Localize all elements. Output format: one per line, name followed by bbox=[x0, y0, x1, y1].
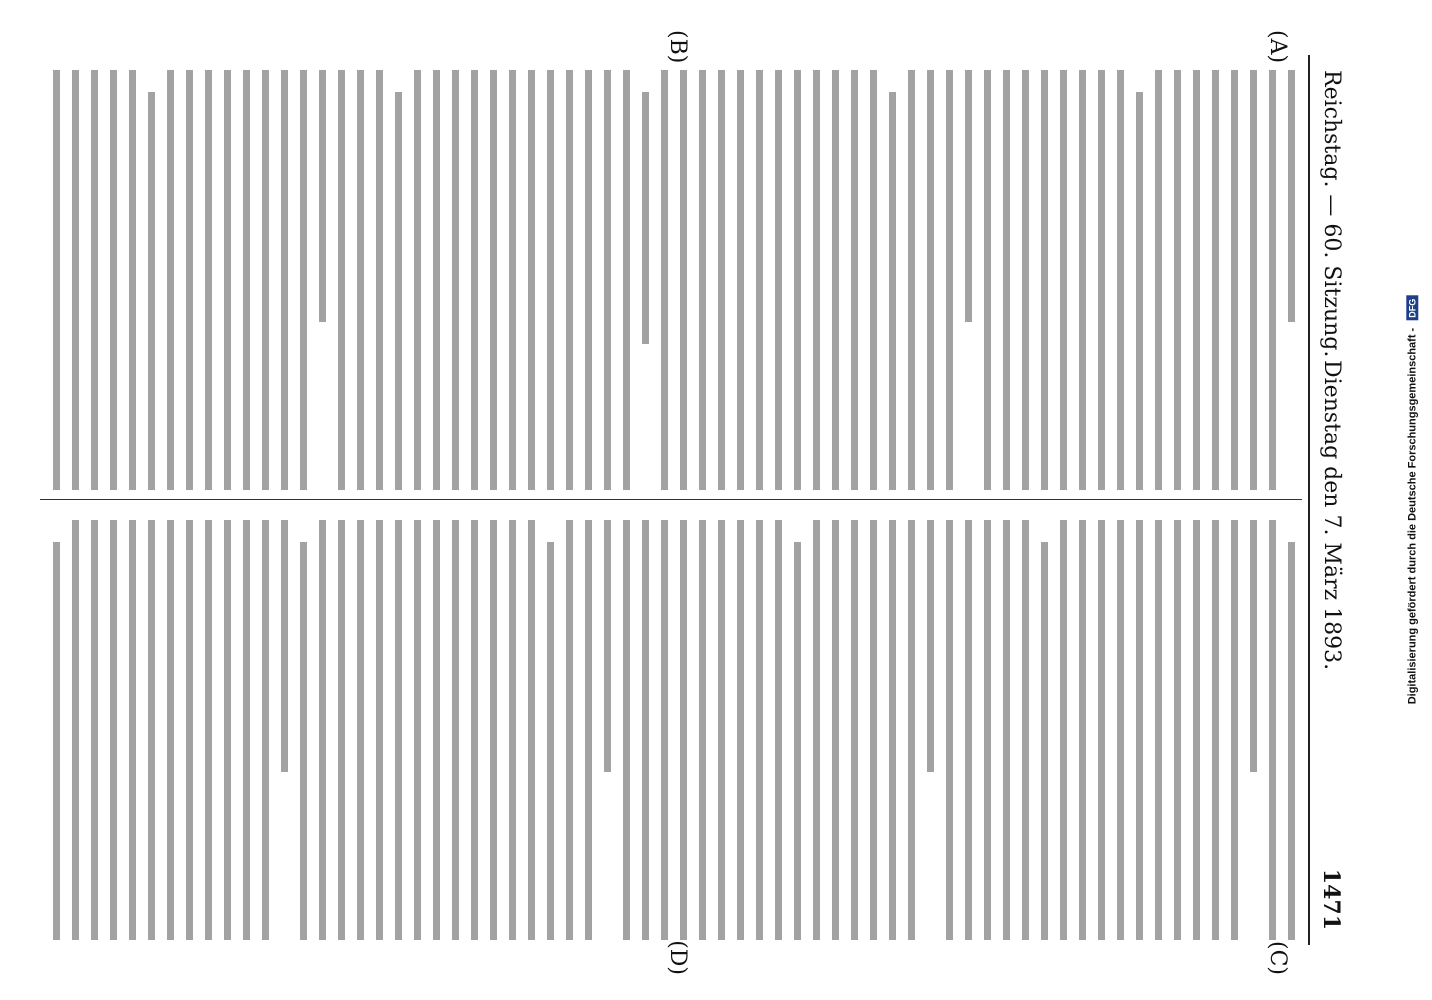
text-line bbox=[965, 520, 972, 940]
text-line bbox=[319, 520, 326, 940]
text-line bbox=[110, 70, 117, 490]
text-line bbox=[338, 70, 345, 490]
text-line bbox=[642, 92, 649, 344]
text-line bbox=[1060, 520, 1067, 940]
text-line bbox=[1193, 70, 1200, 490]
text-line bbox=[72, 520, 79, 940]
text-line bbox=[851, 520, 858, 940]
text-line bbox=[775, 70, 782, 490]
text-line bbox=[813, 520, 820, 940]
margin-marker-c: (C) bbox=[1265, 941, 1290, 975]
text-line bbox=[224, 70, 231, 490]
text-line bbox=[1136, 520, 1143, 940]
text-line bbox=[129, 520, 136, 940]
text-line bbox=[414, 520, 421, 940]
text-column-right bbox=[40, 520, 1295, 940]
text-line bbox=[262, 520, 269, 940]
page-number: 1471 bbox=[1318, 868, 1344, 930]
text-line bbox=[699, 70, 706, 490]
text-line bbox=[1060, 70, 1067, 490]
text-line bbox=[1250, 70, 1257, 490]
text-line bbox=[1212, 70, 1219, 490]
text-line bbox=[186, 520, 193, 940]
text-line bbox=[680, 70, 687, 490]
text-line bbox=[566, 520, 573, 940]
text-line bbox=[718, 70, 725, 490]
text-line bbox=[1231, 70, 1238, 490]
text-line bbox=[737, 520, 744, 940]
running-header-left: Reichstag. — 60. Sitzung. bbox=[1319, 70, 1344, 358]
text-line bbox=[794, 542, 801, 940]
text-line bbox=[243, 520, 250, 940]
text-line bbox=[433, 520, 440, 940]
text-line bbox=[1022, 520, 1029, 940]
text-line bbox=[1193, 520, 1200, 940]
text-line bbox=[756, 520, 763, 940]
text-line bbox=[281, 70, 288, 490]
text-line bbox=[471, 520, 478, 940]
text-line bbox=[661, 70, 668, 490]
text-line bbox=[794, 70, 801, 490]
credit-text: Digitalisierung gefördert durch die Deutsche Forschungsgemeinschaft - bbox=[1406, 327, 1419, 705]
text-line bbox=[376, 520, 383, 940]
text-line bbox=[224, 520, 231, 940]
text-line bbox=[110, 520, 117, 940]
text-line bbox=[984, 520, 991, 940]
text-line bbox=[661, 520, 668, 940]
text-line bbox=[338, 520, 345, 940]
text-line bbox=[471, 70, 478, 490]
text-line bbox=[1288, 542, 1295, 940]
text-line bbox=[1269, 70, 1276, 490]
text-line bbox=[870, 70, 877, 490]
text-line bbox=[528, 520, 535, 940]
text-line bbox=[1022, 70, 1029, 490]
text-line bbox=[300, 70, 307, 490]
text-line bbox=[490, 520, 497, 940]
text-line bbox=[1117, 70, 1124, 490]
text-line bbox=[452, 70, 459, 490]
text-line bbox=[148, 92, 155, 490]
text-line bbox=[889, 520, 896, 940]
text-line bbox=[91, 520, 98, 940]
margin-marker-b: (B) bbox=[665, 30, 690, 64]
text-line bbox=[1003, 70, 1010, 490]
text-line bbox=[262, 70, 269, 490]
text-line bbox=[1041, 70, 1048, 490]
text-line bbox=[452, 520, 459, 940]
text-line bbox=[775, 520, 782, 940]
text-line bbox=[1288, 70, 1295, 322]
text-line bbox=[1174, 70, 1181, 490]
text-line bbox=[927, 70, 934, 490]
text-line bbox=[1098, 520, 1105, 940]
text-line bbox=[395, 92, 402, 490]
column-divider bbox=[40, 499, 1302, 500]
text-line bbox=[433, 70, 440, 490]
text-line bbox=[604, 520, 611, 772]
text-line bbox=[813, 70, 820, 490]
text-line bbox=[319, 70, 326, 322]
text-line bbox=[984, 70, 991, 490]
text-line bbox=[851, 70, 858, 490]
text-line bbox=[1098, 70, 1105, 490]
text-line bbox=[91, 70, 98, 490]
text-line bbox=[642, 520, 649, 940]
text-line bbox=[53, 70, 60, 490]
running-header-date: Dienstag den 7. März 1893. bbox=[1319, 360, 1344, 671]
text-line bbox=[1155, 520, 1162, 940]
text-line bbox=[414, 70, 421, 490]
margin-marker-a: (A) bbox=[1265, 30, 1290, 64]
text-line bbox=[1079, 520, 1086, 940]
text-line bbox=[167, 520, 174, 940]
text-line bbox=[72, 70, 79, 490]
text-line bbox=[1231, 520, 1238, 940]
text-line bbox=[908, 70, 915, 490]
text-line bbox=[509, 520, 516, 940]
text-line bbox=[395, 520, 402, 940]
text-line bbox=[129, 70, 136, 490]
text-line bbox=[832, 520, 839, 940]
text-line bbox=[528, 70, 535, 490]
text-line bbox=[756, 70, 763, 490]
text-line bbox=[889, 92, 896, 490]
text-line bbox=[1174, 520, 1181, 940]
text-line bbox=[623, 70, 630, 490]
text-line bbox=[1269, 520, 1276, 940]
margin-marker-d: (D) bbox=[665, 940, 690, 975]
text-line bbox=[946, 520, 953, 940]
text-line bbox=[623, 520, 630, 940]
text-line bbox=[53, 542, 60, 940]
text-line bbox=[680, 520, 687, 940]
text-line bbox=[186, 70, 193, 490]
text-line bbox=[1117, 520, 1124, 940]
text-line bbox=[965, 70, 972, 322]
text-line bbox=[357, 70, 364, 490]
text-line bbox=[300, 542, 307, 940]
text-line bbox=[737, 70, 744, 490]
text-line bbox=[205, 520, 212, 940]
text-line bbox=[1136, 92, 1143, 490]
text-column-left bbox=[40, 70, 1295, 490]
header-rule bbox=[1308, 55, 1310, 945]
text-line bbox=[585, 520, 592, 940]
dfg-logo: DFG bbox=[1406, 296, 1418, 321]
digitization-credit bbox=[1392, 0, 1432, 1000]
text-line bbox=[1250, 520, 1257, 772]
text-line bbox=[547, 542, 554, 940]
text-line bbox=[205, 70, 212, 490]
text-line bbox=[148, 520, 155, 940]
text-line bbox=[870, 520, 877, 940]
text-line bbox=[604, 70, 611, 490]
text-line bbox=[1079, 70, 1086, 490]
text-line bbox=[1155, 70, 1162, 490]
text-line bbox=[547, 70, 554, 490]
text-line bbox=[1041, 542, 1048, 940]
text-line bbox=[376, 70, 383, 490]
text-line bbox=[357, 520, 364, 940]
text-line bbox=[946, 70, 953, 490]
text-line bbox=[490, 70, 497, 490]
text-line bbox=[585, 70, 592, 490]
text-line bbox=[509, 70, 516, 490]
text-line bbox=[566, 70, 573, 490]
text-line bbox=[243, 70, 250, 490]
text-line bbox=[718, 520, 725, 940]
text-line bbox=[699, 520, 706, 940]
text-line bbox=[167, 70, 174, 490]
text-line bbox=[832, 70, 839, 490]
text-line bbox=[1003, 520, 1010, 940]
text-line bbox=[281, 520, 288, 772]
text-line bbox=[927, 520, 934, 772]
text-line bbox=[908, 520, 915, 940]
text-line bbox=[1212, 520, 1219, 940]
